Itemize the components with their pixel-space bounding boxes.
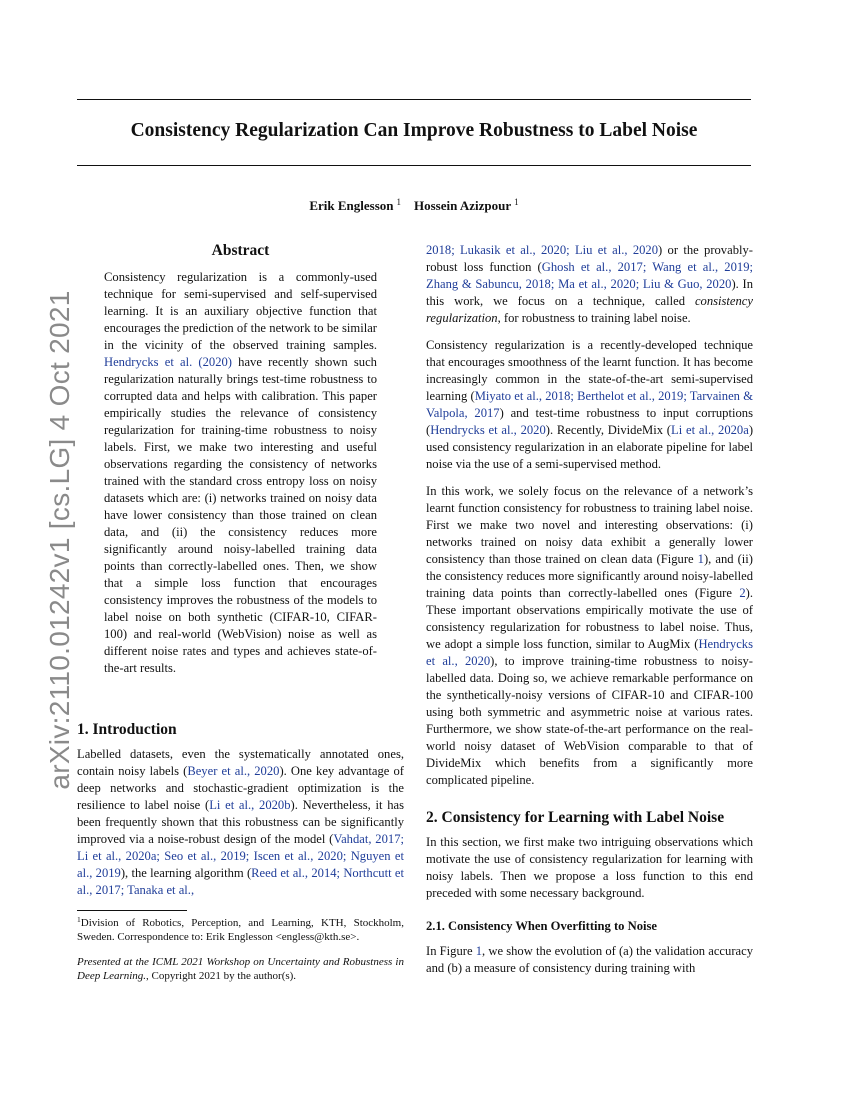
body-text: ) and test-time robustness to input corruptions ( (426, 406, 753, 437)
abstract-heading: Abstract (211, 242, 270, 259)
right-column (426, 242, 753, 977)
body-text: ) or the provably-robust loss function ( (426, 243, 753, 274)
abstract-text: have recently shown such regularization naturally brings test-time robustness to corrupted data and helps with calibration. This paper empirically studies the relevance of consistency regularization for training-time robustness to noisy labels. First, we make two interesting and useful observations regarding the consistency of networks trained with the standard cross entropy loss on noisy datasets which are: (i) networks trained on noisy data have lower consistency than those trained on clean data, and (ii) the consistency reduces more significantly around noisy-labelled training data points than correctly-labelled ones. Then, we show that a simple loss function that encourages consistency improves the robustness of the models to label noise on both synthetic (CIFAR-10, CIFAR-100) and real-world (WebVision) noise as well as different noise rates and types and achieves state-of-the-art results. (104, 355, 377, 675)
left-column (77, 242, 404, 983)
body-text: ). In this work, we focus on a technique, called (426, 277, 753, 308)
citation-link[interactable]: Hendrycks et al., 2020 (426, 637, 753, 668)
title-bottom-rule (77, 165, 751, 166)
body-text: ). These important observations empirically motivate the use of consistency regularization for robustness to label noise. Thus, we adopt a simple loss function, similar to AugMix ( (426, 586, 753, 651)
citation-link[interactable]: Beyer et al., 2020 (187, 764, 280, 778)
author-affiliation-mark: 1 (396, 197, 401, 207)
abstract-body (104, 269, 377, 677)
subsection-heading: 2.1. Consistency When Overfitting to Noise (426, 919, 657, 933)
author-list (77, 197, 751, 214)
footnote-text: Division of Robotics, Perception, and Learning, KTH, Stockholm, Sweden. Correspondence to: Erik Englesson <engless@kth.se>. (77, 917, 404, 943)
body-text: , for robustness to training label noise. (497, 311, 691, 325)
citation-link[interactable]: Li et al., 2020a (671, 423, 749, 437)
venue-text: Presented at the ICML 2021 Workshop on Uncertainty and Robustness in Deep Learning. (77, 956, 404, 982)
citation-link[interactable]: Li et al., 2020b (209, 798, 291, 812)
author-affiliation-mark: 1 (514, 197, 519, 207)
citation-link[interactable]: Vahdat, 2017; Li et al., 2020a; Seo et al., 2019; Iscen et al., 2020; Nguyen et al., 2019 (77, 832, 404, 880)
body-text: , we show the evolution of (a) the validation accuracy and (b) a measure of consistency during training with (426, 944, 753, 975)
arxiv-stamp: arXiv:2110.01242v1 [cs.LG] 4 Oct 2021 (44, 290, 75, 790)
figure-reference-link[interactable]: 1 (697, 552, 704, 566)
body-text: ) used consistency regularization in an elaborate pipeline for label noise via the use of a semi-supervised method. (426, 423, 754, 471)
section-heading-consistency: 2. Consistency for Learning with Label Noise (426, 809, 725, 826)
emphasis-text: consistency regularization (426, 294, 753, 325)
body-text: ), to improve training-time robustness to noisy-labelled data. Doing so, we achieve remarkable performance on the synthetically-noisy versions of CIFAR-10 and CIFAR-100 using both symmetric and asymmetric noise at various rates. Furthermore, we show state-of-the-art performance on the real-world noisy dataset of WebVision comparable to that of DivideMix which benefits from a significantly more complicated pipeline. (426, 654, 753, 787)
intro-paragraph (426, 337, 753, 473)
section-heading-introduction: 1. Introduction (77, 721, 177, 738)
author-name: Hossein Azizpour (414, 198, 512, 213)
footnote-rule (77, 910, 187, 911)
title-top-rule (77, 99, 751, 100)
citation-link[interactable]: 2018; Lukasik et al., 2020; Liu et al., 2020 (426, 243, 659, 257)
intro-continuation-paragraph (426, 242, 753, 327)
citation-link[interactable]: Ghosh et al., 2017; Wang et al., 2019; Zhang & Sabuncu, 2018; Ma et al., 2020; Liu & Guo, 2020 (426, 260, 753, 291)
section-paragraph (426, 943, 753, 977)
body-text: ). Nevertheless, it has been frequently shown that this robustness can be significantly improved via a noise-robust design of the model ( (77, 798, 404, 846)
body-text: ), the learning algorithm ( (120, 866, 252, 880)
citation-link[interactable]: Reed et al., 2014; Northcutt et al., 2017; Tanaka et al., (77, 866, 404, 897)
figure-reference-link[interactable]: 2 (739, 586, 746, 600)
presented-at-note (77, 955, 404, 983)
body-text: ), and (ii) the consistency reduces more significantly around noisy-labelled training data points than correctly-labelled ones (Figure (426, 552, 753, 600)
footnote (77, 913, 404, 944)
body-text: In this work, we solely focus on the relevance of a network’s learnt function consistency for robustness to training label noise. First we make two novel and interesting observations: (i) networks trained on noisy data exhibit a generally lower consistency than those trained on clean data (Figure (426, 484, 753, 566)
body-text: In Figure (426, 944, 476, 958)
author-name: Erik Englesson (309, 198, 394, 213)
body-text: Consistency regularization is a recently-developed technique that encourages smoothness of the learnt function. It has become increasingly common in the state-of-the-art semi-supervised learning ( (426, 338, 753, 403)
copyright-text: , Copyright 2021 by the author(s). (146, 970, 297, 982)
intro-paragraph (77, 746, 404, 899)
intro-paragraph (426, 483, 753, 789)
paper-title: Consistency Regularization Can Improve Robustness to Label Noise (130, 120, 698, 141)
citation-link[interactable]: Miyato et al., 2018; Berthelot et al., 2019; Tarvainen & Valpola, 2017 (426, 389, 753, 420)
section-paragraph: In this section, we first make two intriguing observations which motivate the use of consistency regularization for learning with noisy labels. Then we propose a loss function to this end preceded with some necessary background. (426, 835, 753, 900)
body-text: ). Recently, DivideMix ( (545, 423, 672, 437)
footnote-mark: 1 (77, 915, 81, 924)
body-text: ). One key advantage of deep networks and stochastic-gradient optimization is the resilience to label noise ( (77, 764, 404, 812)
body-text: Labelled datasets, even the systematically annotated ones, contain noisy labels ( (77, 747, 404, 778)
citation-link[interactable]: Hendrycks et al., 2020 (430, 423, 546, 437)
figure-reference-link[interactable]: 1 (475, 944, 483, 958)
citation-link[interactable]: Hendrycks et al. (2020) (104, 355, 232, 369)
abstract-text: Consistency regularization is a commonly-used technique for semi-supervised and self-supervised learning. It is an auxiliary objective function that encourages the prediction of the network to be similar in the vicinity of the observed training samples. (104, 270, 377, 352)
